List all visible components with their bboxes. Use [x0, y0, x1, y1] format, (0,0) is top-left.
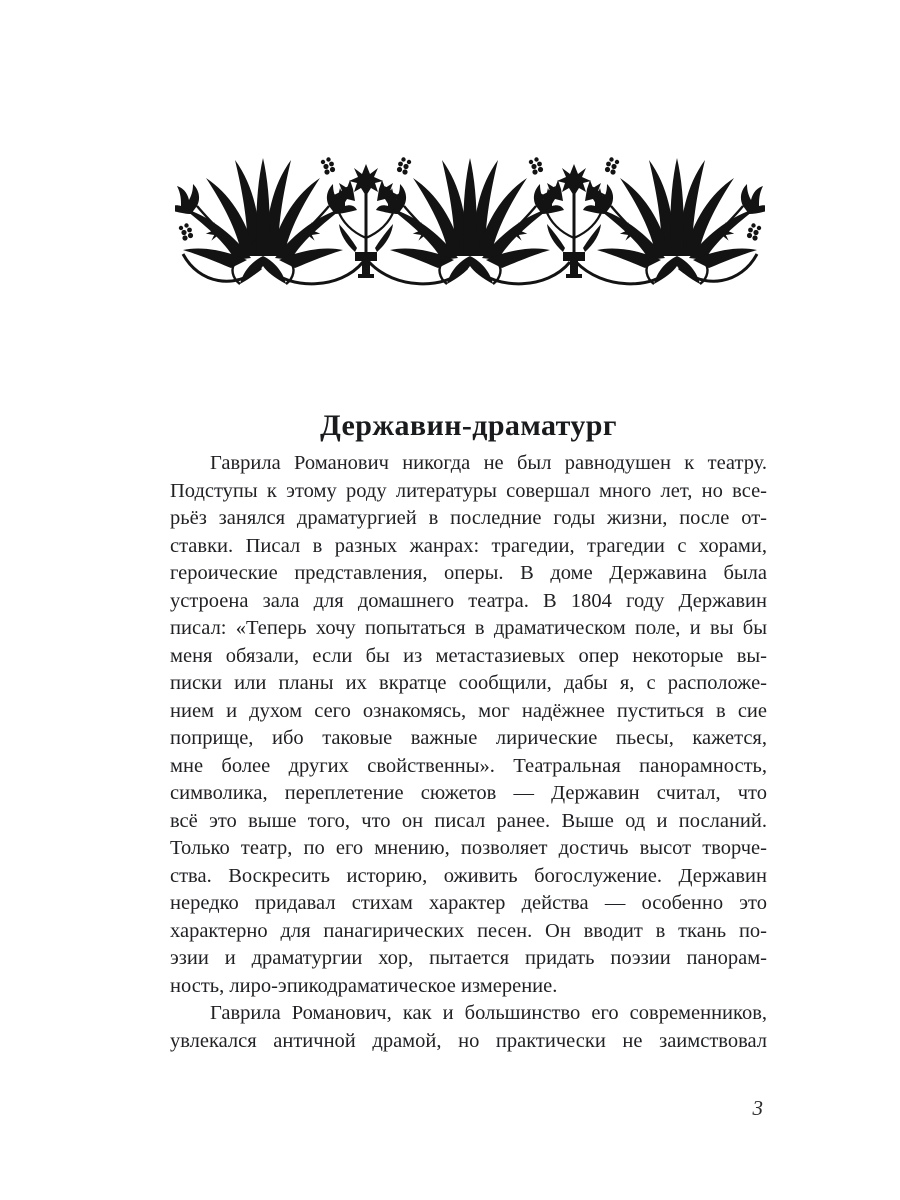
text-line: эзии и драматургии хор, пытается придать поэзии панорам-	[170, 947, 767, 969]
page-number: 3	[752, 1096, 763, 1120]
text-line: ставки. Писал в разных жанрах: трагедии, трагедии с хорами,	[170, 534, 767, 557]
body-text	[170, 450, 767, 1055]
text-line: мне более других свойственны». Театральная панорамность,	[170, 754, 767, 777]
text-line: писал: «Теперь хочу попытаться в драматическом поле, и вы бы	[170, 617, 767, 639]
floral-frieze-icon	[175, 150, 765, 290]
text-line: увлекался античной драмой, но практически не заимствовал	[170, 1029, 767, 1052]
text-line: устроена зала для домашнего театра. В 1804 году Державин	[170, 589, 767, 612]
text-line: писки или планы их вкратце сообщили, дабы я, с расположе-	[170, 672, 767, 694]
paragraph	[170, 1000, 767, 1055]
text-line: рьёз занялся драматургией в последние годы жизни, после от-	[170, 507, 767, 529]
text-line: меня обязали, если бы из метастазиевых опер некоторые вы-	[170, 644, 767, 667]
text-line: Гаврила Романович, как и большинство его современников,	[210, 1002, 767, 1024]
text-line: ность, лиро-эпикодраматическое измерение.	[170, 974, 558, 997]
text-line: поприще, ибо таковые важные лирические пьесы, кажется,	[170, 727, 767, 749]
text-line: героические представления, оперы. В доме Державина была	[170, 562, 767, 584]
paragraph	[170, 450, 767, 1000]
text-line: Гаврила Романович никогда не был равнодушен к театру.	[210, 452, 767, 474]
floral-frieze-ornament	[175, 150, 765, 290]
text-line: всё это выше того, что он писал ранее. Выше од и посланий.	[170, 809, 767, 832]
text-line: Подступы к этому роду литературы совершал много лет, но все-	[170, 479, 767, 502]
text-line: символика, переплетение сюжетов — Державин считал, что	[170, 782, 767, 804]
text-line: Только театр, по его мнению, позволяет достичь высот творче-	[170, 837, 767, 859]
chapter-title: Державин-драматург	[320, 409, 617, 443]
text-line: характерно для панагирических песен. Он вводит в ткань по-	[170, 919, 767, 942]
text-line: нием и духом сего ознакомясь, мог надёжнее пуститься в сие	[170, 699, 767, 722]
text-line: нередко придавал стихам характер действа — особенно это	[170, 892, 767, 914]
text-line: ства. Воскресить историю, оживить богослужение. Державин	[170, 864, 767, 887]
